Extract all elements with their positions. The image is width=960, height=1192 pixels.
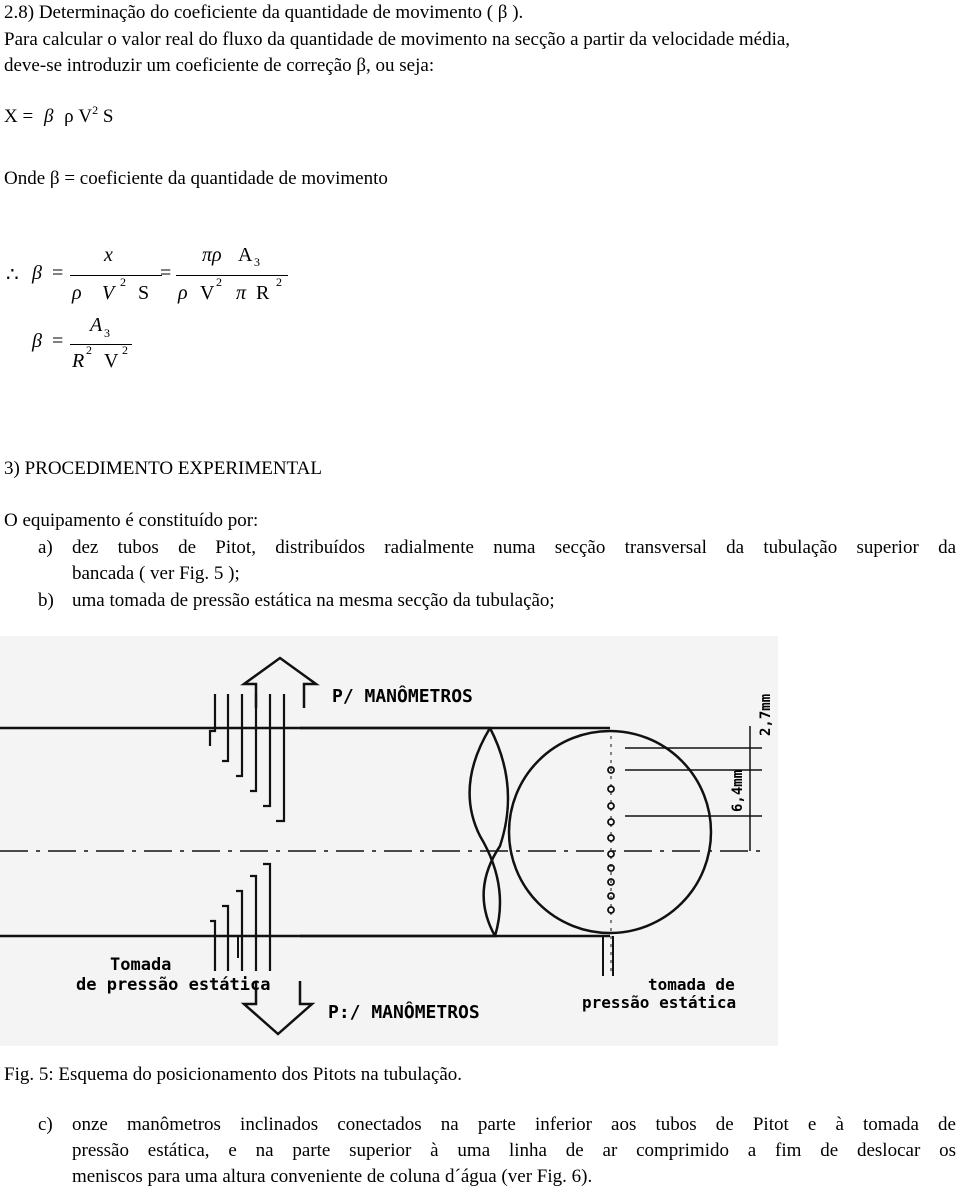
intro-line: O equipamento é constituído por: (4, 510, 259, 531)
label-tomada-left-2: de pressão estática (76, 975, 271, 995)
list-text: dez tubos de Pitot, distribuídos radialmente numa secção transversal da tubulação superior da (72, 537, 956, 558)
fraction2-R: R (256, 282, 270, 304)
label-dim-2: 6,4mm (730, 769, 746, 812)
onde-line: Onde β = coeficiente da quantidade de movimento (4, 168, 388, 189)
equals-sign-2: = (160, 262, 172, 284)
list-label: a) (38, 537, 53, 558)
list-text: uma tomada de pressão estática na mesma secção da tubulação; (72, 590, 555, 611)
equals-sign-3: = (52, 330, 64, 352)
list-item-a (38, 536, 956, 586)
eq-prefix: X = (4, 106, 34, 127)
fraction2-sub3: 3 (254, 255, 260, 269)
label-tomada-right-1: tomada de (648, 975, 735, 994)
list-text: meniscos para uma altura conveniente de coluna d´água (ver Fig. 6). (72, 1166, 593, 1187)
eq-s: S (98, 106, 114, 127)
fraction2-exp2: 2 (276, 275, 282, 289)
fraction1-V: V (102, 282, 115, 304)
list-label: b) (38, 590, 54, 611)
figure-caption: Fig. 5: Esquema do posicionamento dos Pitots na tubulação. (4, 1064, 463, 1085)
fraction2-pirho: πρ (202, 244, 222, 266)
fraction3-sub3: 3 (104, 326, 110, 340)
list-text: onze manômetros inclinados conectados na parte inferior aos tubos de Pitot e à tomada de (72, 1114, 956, 1135)
fraction2-pi: π (236, 282, 247, 304)
beta-symbol-2: β (32, 330, 42, 352)
fraction3-A: A (90, 314, 103, 336)
fraction3-exp: 2 (86, 343, 92, 357)
section-heading-3: 3) PROCEDIMENTO EXPERIMENTAL (4, 458, 322, 479)
label-top: P/ MANÔMETROS (332, 686, 473, 707)
therefore-symbol: ∴ (6, 264, 19, 286)
fraction1-rho: ρ (72, 282, 82, 304)
eq-rho: ρ V (64, 106, 93, 127)
label-bottom: P:/ MANÔMETROS (328, 1002, 480, 1023)
fraction2-V: V (200, 282, 215, 304)
label-tomada-right-2: pressão estática (582, 993, 737, 1012)
list-text: bancada ( ver Fig. 5 ); (72, 563, 240, 584)
fraction2-exp: 2 (216, 275, 222, 289)
paragraph-line: deve-se introduzir um coeficiente de correção β, ou seja: (4, 55, 435, 76)
eq-square: 2 (92, 103, 99, 117)
list-item-c (38, 1113, 956, 1189)
fraction2-bar (176, 275, 288, 276)
label-tomada-left-1: Tomada (110, 955, 172, 975)
list-label: c) (38, 1114, 53, 1135)
paragraph-line: Para calcular o valor real do fluxo da quantidade de movimento na secção a partir da velocidade média, (4, 29, 791, 50)
eq-beta: β (43, 106, 54, 127)
fraction2-A: A (238, 244, 253, 266)
equals-sign: = (52, 262, 64, 284)
fraction3-exp2: 2 (122, 343, 128, 357)
fraction1-S: S (138, 282, 150, 304)
fraction3-R: R (72, 350, 85, 372)
equation-x (4, 103, 114, 129)
label-dim-1: 2,7mm (758, 693, 774, 736)
beta-symbol: β (32, 262, 42, 284)
list-item-b (38, 589, 956, 613)
fraction1-numerator: x (104, 244, 113, 266)
fraction1-exp: 2 (120, 275, 126, 289)
fraction1-bar (70, 275, 162, 276)
list-text: pressão estática, e na parte superior à uma linha de ar comprimido a fim de deslocar os (72, 1140, 956, 1161)
fraction3-V: V (104, 350, 119, 372)
section-heading: 2.8) Determinação do coeficiente da quantidade de movimento ( β ). (4, 2, 524, 23)
pitot-schematic-figure (0, 636, 960, 1056)
fraction2-rho: ρ (178, 282, 188, 304)
